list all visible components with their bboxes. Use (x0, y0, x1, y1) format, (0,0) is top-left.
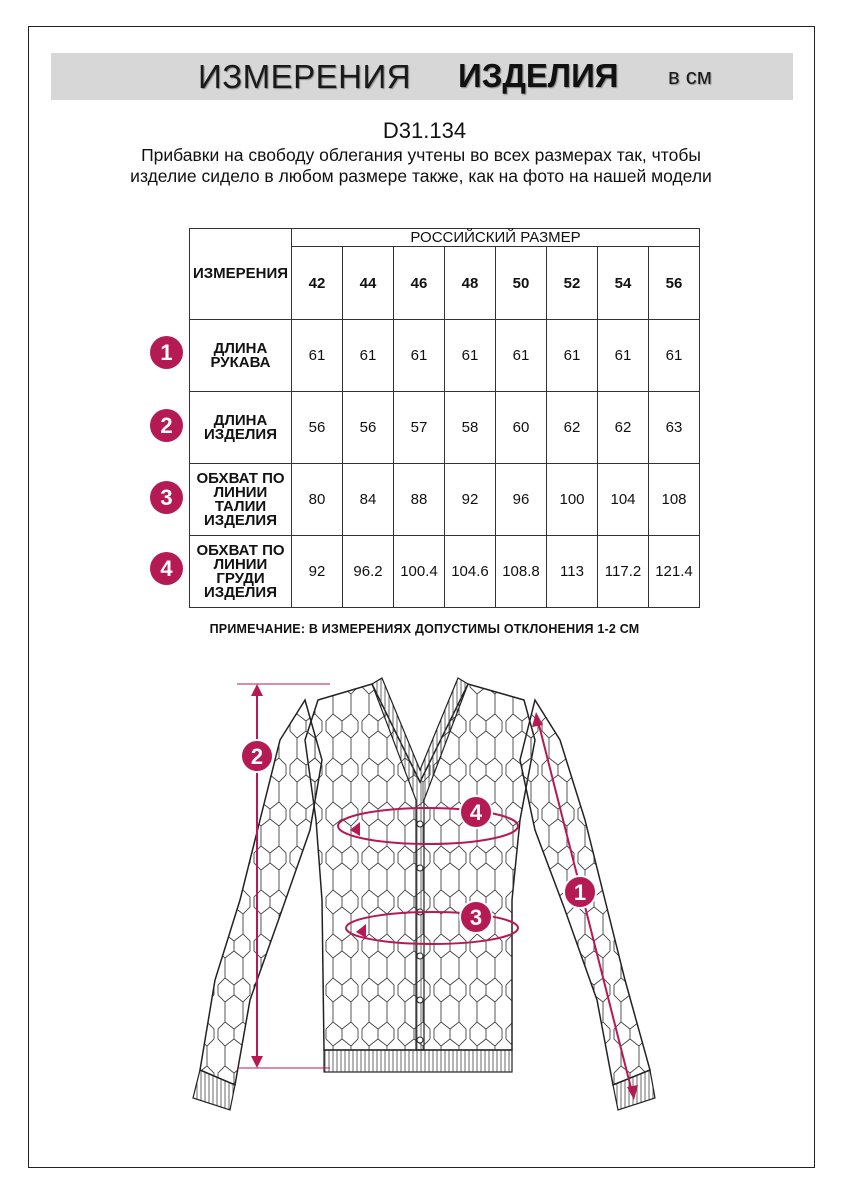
cell: 108.8 (496, 536, 547, 608)
svg-text:2: 2 (250, 744, 264, 769)
tolerance-note: ПРИМЕЧАНИЕ: В ИЗМЕРЕНИЯХ ДОПУСТИМЫ ОТКЛОНЕНИЯ 1-2 СМ (209, 622, 640, 636)
cell: 88 (394, 464, 445, 536)
cell: 61 (547, 320, 598, 392)
cell: 60 (496, 392, 547, 464)
cell: 57 (394, 392, 445, 464)
title-product: ИЗДЕЛИЯ (458, 57, 619, 94)
size-header: 50 (496, 247, 547, 320)
cell: 96.2 (343, 536, 394, 608)
button (417, 997, 423, 1003)
title-unit: в см (668, 64, 712, 89)
cell: 121.4 (649, 536, 700, 608)
measure-header: ИЗМЕРЕНИЯ (190, 229, 292, 320)
size-header: 54 (598, 247, 649, 320)
fit-note: Прибавки на свободу облегания учтены во всех размерах так, чтобы изделие сидело в любом размере также, как на фото на нашей модели (130, 145, 712, 186)
cell: 56 (343, 392, 394, 464)
badge-sleeve-length: 1 (150, 336, 183, 369)
badge-garment-length: 2 (150, 409, 183, 442)
size-header: 48 (445, 247, 496, 320)
svg-text:3: 3 (469, 905, 483, 930)
badge-waist-girth: 3 (150, 481, 183, 514)
badge-chest-girth: 4 (150, 552, 183, 585)
cell: 100 (547, 464, 598, 536)
cell: 117.2 (598, 536, 649, 608)
size-header: 44 (343, 247, 394, 320)
cell: 61 (598, 320, 649, 392)
cell: 92 (445, 464, 496, 536)
button (417, 1037, 423, 1043)
diagram-badge-2 (241, 740, 273, 772)
row-label: ДЛИНА ИЗДЕЛИЯ (190, 392, 292, 464)
cell: 61 (649, 320, 700, 392)
diagram-badge-3 (460, 901, 492, 933)
cell: 113 (547, 536, 598, 608)
size-header: 46 (394, 247, 445, 320)
button (417, 865, 423, 871)
diagram-badge-4 (460, 796, 492, 828)
cell: 61 (394, 320, 445, 392)
cell: 56 (292, 392, 343, 464)
row-label: ОБХВАТ ПО ЛИНИИ ТАЛИИ ИЗДЕЛИЯ (190, 464, 292, 536)
size-header: 42 (292, 247, 343, 320)
size-header: 52 (547, 247, 598, 320)
cell: 104.6 (445, 536, 496, 608)
row-label: ДЛИНА РУКАВА (190, 320, 292, 392)
cell: 92 (292, 536, 343, 608)
svg-text:4: 4 (469, 800, 483, 825)
cell: 104 (598, 464, 649, 536)
button (417, 821, 423, 827)
cell: 61 (343, 320, 394, 392)
cell: 61 (292, 320, 343, 392)
cell: 108 (649, 464, 700, 536)
cell: 63 (649, 392, 700, 464)
cell: 61 (445, 320, 496, 392)
cell: 80 (292, 464, 343, 536)
row-label: ОБХВАТ ПО ЛИНИИ ГРУДИ ИЗДЕЛИЯ (190, 536, 292, 608)
diagram-badge-1 (564, 876, 596, 908)
size-group-header: РОССИЙСКИЙ РАЗМЕР (292, 229, 700, 247)
title-measurements: ИЗМЕРЕНИЯ (198, 58, 412, 95)
cell: 62 (598, 392, 649, 464)
cell: 58 (445, 392, 496, 464)
svg-text:1: 1 (573, 880, 587, 905)
cell: 100.4 (394, 536, 445, 608)
cell: 96 (496, 464, 547, 536)
cell: 62 (547, 392, 598, 464)
hem-rib (324, 1050, 512, 1072)
cell: 84 (343, 464, 394, 536)
product-code: D31.134 (382, 118, 467, 143)
size-header: 56 (649, 247, 700, 320)
button (417, 953, 423, 959)
cell: 61 (496, 320, 547, 392)
